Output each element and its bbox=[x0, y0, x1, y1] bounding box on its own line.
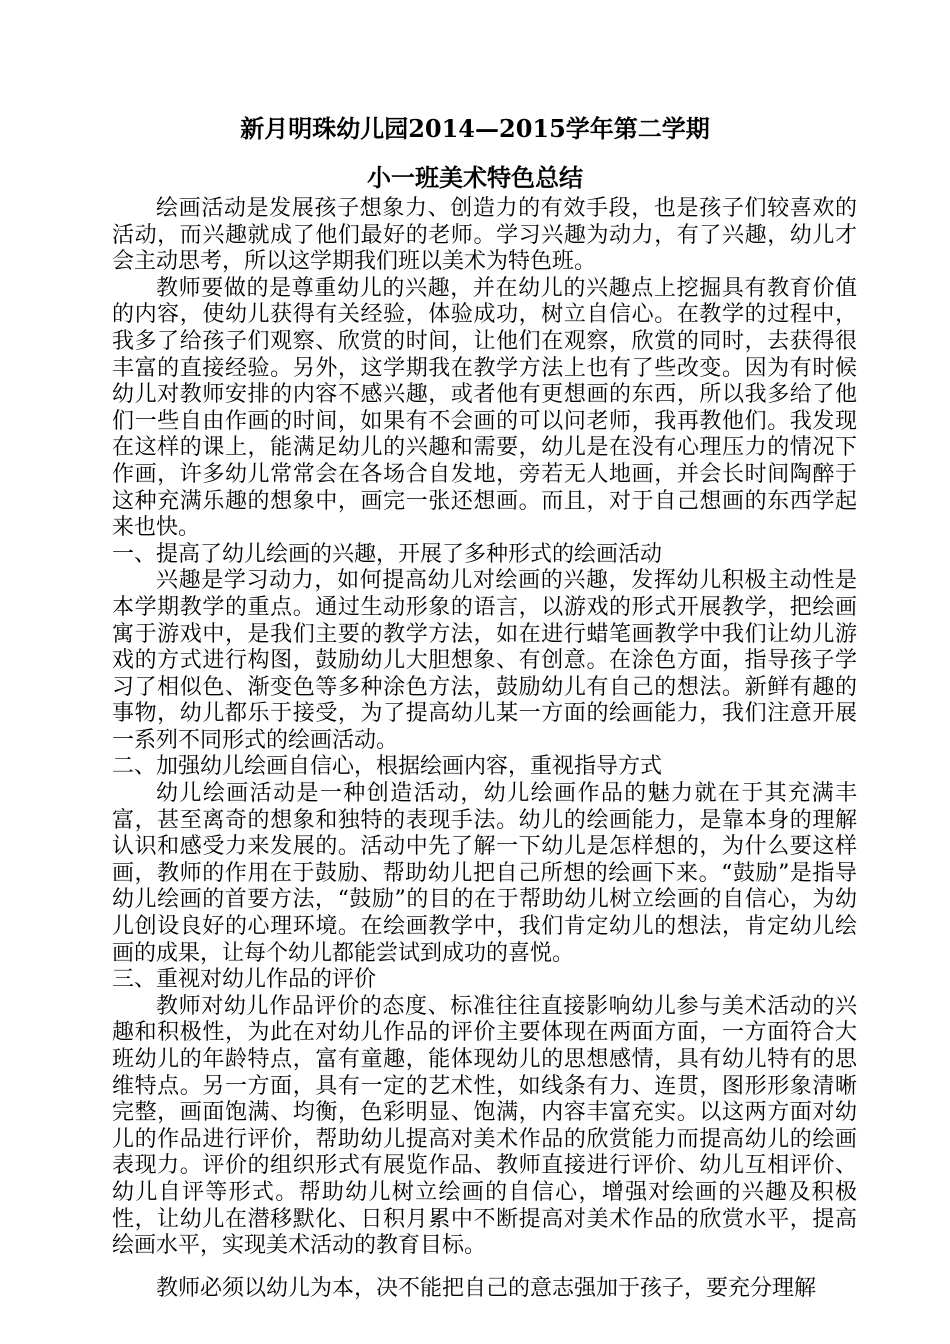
paragraph-intro: 绘画活动是发展孩子想象力、创造力的有效手段，也是孩子们较喜欢的活动，而兴趣就成了他们最好的老师。学习兴趣为动力，有了兴趣，幼儿才会主动思考，所以这学期我们班以美术为特色班。 bbox=[112, 196, 857, 275]
paragraph-closing: 教师必须以幼儿为本，决不能把自己的意志强加于孩子，要充分理解 bbox=[156, 1275, 817, 1301]
document-title: 新月明珠幼儿园2014—2015学年第二学期 bbox=[240, 114, 710, 143]
paragraph-section-1: 兴趣是学习动力，如何提高幼儿对绘画的兴趣，发挥幼儿积极主动性是本学期教学的重点。通过生动形象的语言，以游戏的形式开展教学，把绘画寓于游戏中，是我们主要的教学方法，如在进行蜡笔画教学中我们让幼儿游戏的方式进行构图，鼓励幼儿大胆想象、有创意。在涂色方面，指导孩子学习了相似色、渐变色等多种涂色方法，鼓励幼儿有自己的想法。新鲜有趣的事物，幼儿都乐于接受，为了提高幼儿某一方面的绘画能力，我们注意开展一系列不同形式的绘画活动。 bbox=[112, 568, 857, 753]
paragraph-section-2: 幼儿绘画活动是一种创造活动，幼儿绘画作品的魅力就在于其充满丰富，甚至离奇的想象和独特的表现手法。幼儿的绘画能力，是靠本身的理解认识和感受力来发展的。活动中先了解一下幼儿是怎样想的，为什么要这样画，教师的作用在于鼓励、帮助幼儿把自己所想的绘画下来。“鼓励”是指导幼儿绘画的首要方法，“鼓励”的目的在于帮助幼儿树立绘画的自信心，为幼儿创设良好的心理环境。在绘画教学中，我们肯定幼儿的想法，肯定幼儿绘画的成果，让每个幼儿都能尝试到成功的喜悦。 bbox=[112, 781, 857, 966]
paragraph-section-3: 教师对幼儿作品评价的态度、标准往往直接影响幼儿参与美术活动的兴趣和积极性，为此在对幼儿作品的评价主要体现在两面方面，一方面符合大班幼儿的年龄特点，富有童趣，能体现幼儿的思想感情，具有幼儿特有的思维特点。另一方面，具有一定的艺术性，如线条有力、连贯，图形形象清晰完整，画面饱满、均衡，色彩明显、饱满，内容丰富充实。以这两方面对幼儿的作品进行评价，帮助幼儿提高对美术作品的欣赏能力而提高幼儿的绘画表现力。评价的组织形式有展览作品、教师直接进行评价、幼儿互相评价、幼儿自评等形式。帮助幼儿树立绘画的自信心，增强对绘画的兴趣及积极性，让幼儿在潜移默化、日积月累中不断提高对美术作品的欣赏水平，提高绘画水平，实现美术活动的教育目标。 bbox=[112, 993, 857, 1259]
section-heading-2: 二、加强幼儿绘画自信心，根据绘画内容，重视指导方式 bbox=[112, 754, 663, 780]
document-body bbox=[112, 196, 857, 1302]
document-subtitle: 小一班美术特色总结 bbox=[367, 163, 583, 192]
section-heading-3: 三、重视对幼儿作品的评价 bbox=[112, 967, 377, 993]
section-heading-1: 一、提高了幼儿绘画的兴趣，开展了多种形式的绘画活动 bbox=[112, 541, 663, 567]
paragraph-teacher-role: 教师要做的是尊重幼儿的兴趣，并在幼儿的兴趣点上挖掘具有教育价值的内容，使幼儿获得有关经验，体验成功，树立自信心。在教学的过程中，我多了给孩子们观察、欣赏的时间，让他们在观察，欣赏的同时，去获得很丰富的直接经验。另外，这学期我在教学方法上也有了些改变。因为有时候幼儿对教师安排的内容不感兴趣，或者他有更想画的东西，所以我多给了他们一些自由作画的时间，如果有不会画的可以问老师，我再教他们。我发现在这样的课上，能满足幼儿的兴趣和需要，幼儿是在没有心理压力的情况下作画，许多幼儿常常会在各场合自发地，旁若无人地画，并会长时间陶醉于这种充满乐趣的想象中，画完一张还想画。而且，对于自己想画的东西学起来也快。 bbox=[112, 275, 857, 541]
